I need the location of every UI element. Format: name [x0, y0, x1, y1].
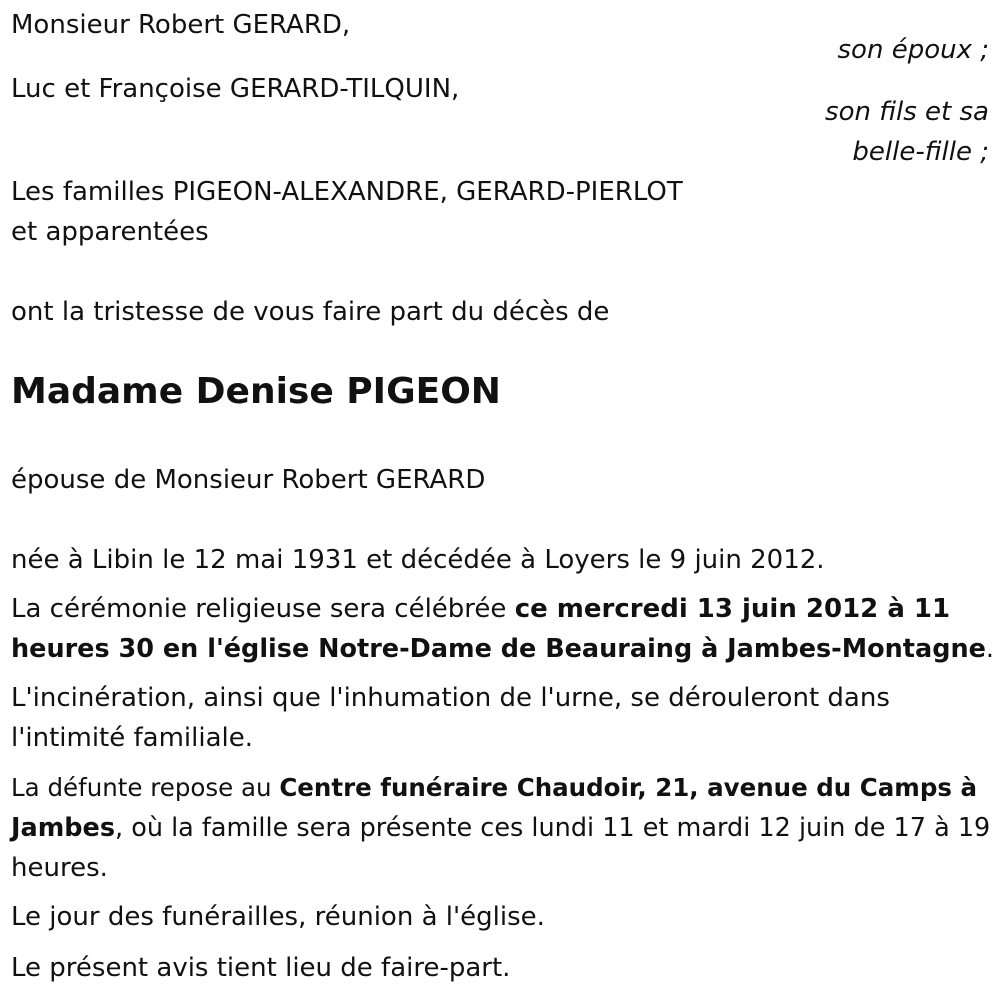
- families-line-2: et apparentées: [11, 217, 209, 247]
- ceremony-when-1: ce mercredi 13 juin 2012 à 11: [514, 594, 951, 624]
- repose-line-1: [11, 768, 977, 808]
- ceremony-end: .: [985, 634, 995, 664]
- spouse-of: épouse de Monsieur Robert GERARD: [11, 465, 486, 495]
- ceremony-intro: La cérémonie religieuse sera célébrée: [11, 594, 515, 624]
- closing-note: Le présent avis tient lieu de faire-part.: [11, 953, 511, 983]
- repose-intro: La défunte repose au: [11, 773, 280, 802]
- repose-line-2: [11, 808, 990, 848]
- spouse-role: son époux ;: [837, 35, 989, 65]
- incineration-line-2: l'intimité familiale.: [11, 723, 253, 753]
- son-name: Luc et Françoise GERARD-TILQUIN,: [11, 74, 460, 104]
- repose-place-2: Jambes: [11, 813, 115, 843]
- families-line-1: Les familles PIGEON-ALEXANDRE, GERARD-PIERLOT: [11, 177, 683, 207]
- deceased-name: Madame Denise PIGEON: [11, 371, 501, 412]
- birth-death: née à Libin le 12 mai 1931 et décédée à Loyers le 9 juin 2012.: [11, 545, 825, 575]
- son-role-line-1: son fils et sa: [825, 97, 989, 127]
- repose-rest: , où la famille sera présente ces lundi 11 et mardi 12 juin de 17 à 19: [115, 813, 991, 843]
- repose-line-3: heures.: [11, 853, 108, 883]
- son-role-line-2: belle-fille ;: [852, 137, 989, 167]
- spouse-name: Monsieur Robert GERARD,: [11, 10, 351, 40]
- ceremony-line-1: [11, 589, 950, 629]
- announcement: ont la tristesse de vous faire part du décès de: [11, 297, 610, 327]
- repose-place-1: Centre funéraire Chaudoir, 21, avenue du Camps à: [279, 773, 978, 802]
- funeral-day: Le jour des funérailles, réunion à l'église.: [11, 902, 545, 932]
- ceremony-when-2: heures 30 en l'église Notre-Dame de Beauraing à Jambes-Montagne: [11, 634, 986, 664]
- ceremony-line-2: [11, 629, 994, 669]
- incineration-line-1: L'incinération, ainsi que l'inhumation de l'urne, se dérouleront dans: [11, 683, 890, 713]
